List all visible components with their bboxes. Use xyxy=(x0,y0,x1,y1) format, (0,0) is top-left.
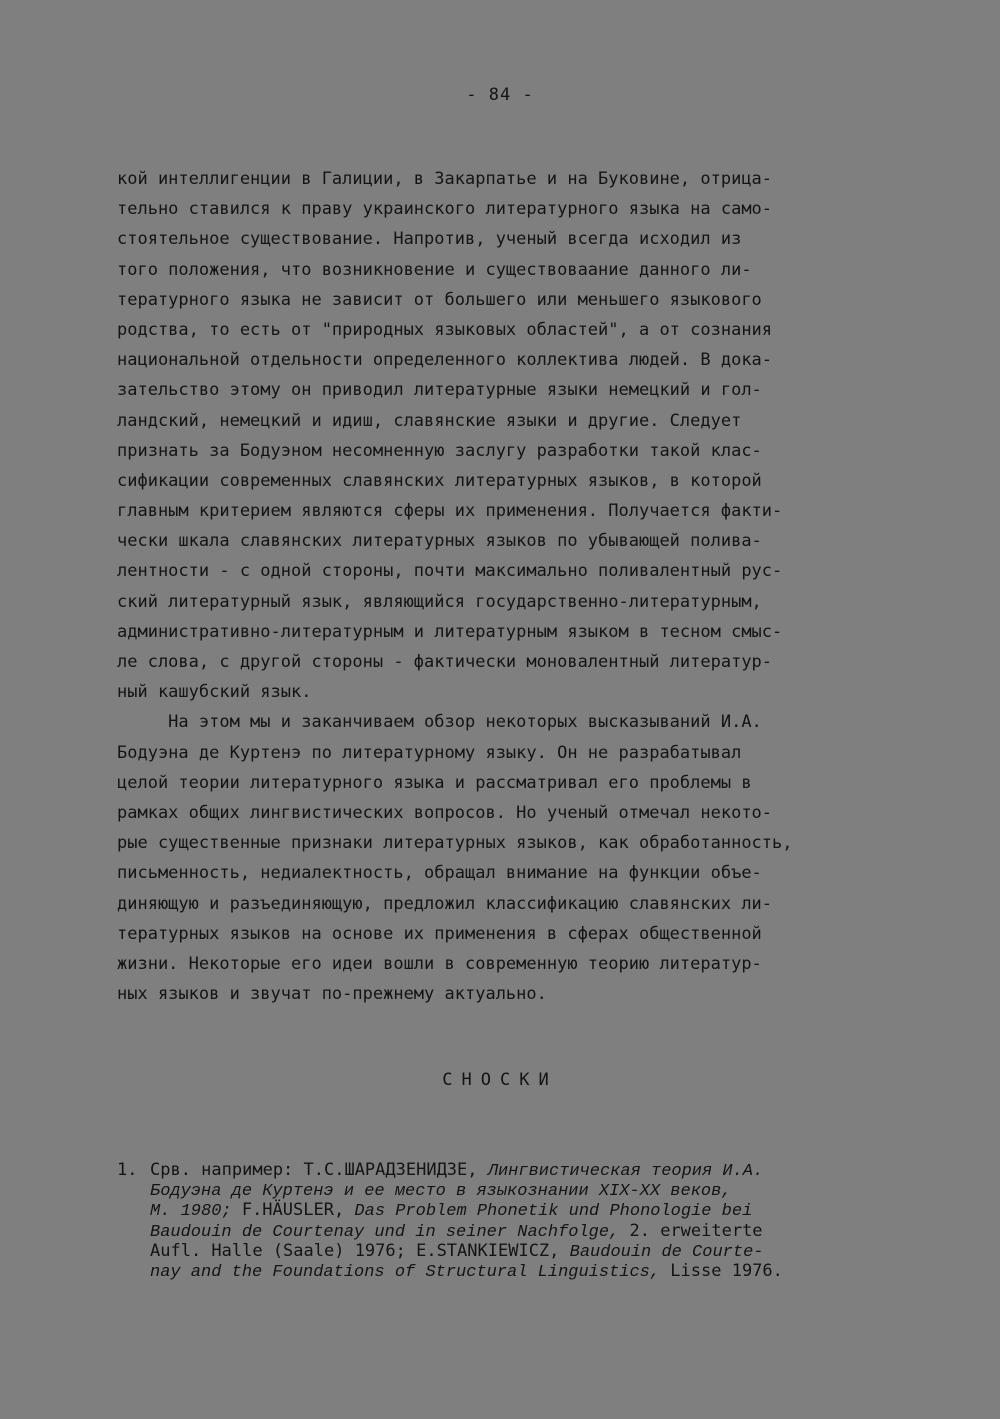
footnote-number: 1. xyxy=(117,1160,138,1180)
body-line: целой теории литературного языка и рассматривал его проблемы в xyxy=(117,772,752,793)
body-line: ле слова, с другой стороны - фактически моновалентный литератур- xyxy=(117,652,773,672)
body-line: тературных языков на основе их применения в сферах общественной xyxy=(117,923,762,944)
body-line: ных языков и звучат по-прежнему актуально. xyxy=(117,984,547,1005)
footnote-italic-text: Baudouin de Courte- xyxy=(569,1242,764,1262)
body-line: письменность, недиалектность, обращал внимание на функции объе- xyxy=(117,863,762,884)
footnote-italic-text: Лингвистическая теория И.А. xyxy=(487,1162,764,1181)
body-line: административно-литературным и литературным языком в тесном смыс- xyxy=(117,621,783,642)
page-number: - 84 - xyxy=(466,85,534,105)
body-line: главным критерием являются сферы их применения. Получается факти- xyxy=(117,501,783,522)
footnote-italic-text: nay and the Foundations of Structural Linguistics, xyxy=(150,1262,671,1282)
body-line: Бодуэна де Куртенэ по литературному языку. Он не разрабатывал xyxy=(117,742,742,763)
footnote-line xyxy=(117,1241,907,1261)
body-line: чески шкала славянских литературных языков по убывающей полива- xyxy=(117,531,762,552)
footnote-italic-text: Baudouin de Courtenay und in seiner Nachfolge, xyxy=(150,1222,630,1242)
footnote-text: Lisse 1976. xyxy=(670,1260,783,1281)
body-line: зательство этому он приводил литературные языки немецкий и гол- xyxy=(117,380,762,401)
footnote-line xyxy=(117,1200,907,1220)
body-line: рамках общих лингвистических вопросов. Но ученый отмечал некото- xyxy=(117,802,773,823)
footnote-line xyxy=(117,1160,907,1180)
footnote-text: Срв. например: Т.С.ШАРАДЗЕНИДЗЕ, xyxy=(150,1160,488,1180)
body-line: рые существенные признаки литературных языков, как обработанность, xyxy=(117,833,793,854)
footnote-text: F.HÄUSLER, xyxy=(241,1200,355,1221)
body-line: родства, то есть от "природных языковых областей", а от сознания xyxy=(117,319,773,340)
body-line: признать за Бодуэном несомненную заслугу разработки такой клас- xyxy=(117,440,762,461)
body-line: стоятельное существование. Напротив, ученый всегда исходил из xyxy=(117,229,742,250)
body-line: тературного языка не зависит от большего или меньшего языкового xyxy=(117,289,762,310)
body-line: национальной отдельности определенного коллектива людей. В дока- xyxy=(117,350,773,371)
footnote-italic-text: Das Problem Phonetik und Phonologie bei xyxy=(354,1202,753,1222)
body-line: сификации современных славянских литературных языков, в которой xyxy=(117,470,762,491)
body-line: кой интеллигенции в Галиции, в Закарпатье и на Буковине, отрица- xyxy=(117,169,773,189)
body-line: На этом мы и заканчиваем обзор некоторых высказываний И.А. xyxy=(117,712,762,733)
body-line: ный кашубский язык. xyxy=(117,682,312,703)
footnote-line xyxy=(117,1180,907,1200)
footnote-line xyxy=(117,1221,907,1241)
body-line: ландский, немецкий и идиш, славянские языки и другие. Следует xyxy=(117,410,742,431)
footnote-text: 2. erweiterte xyxy=(629,1220,763,1241)
footnote-text: Aufl. Halle (Saale) 1976; E.STANKIEWICZ, xyxy=(150,1240,570,1261)
body-line: диняющую и разъединяющую, предложил классификацию славянских ли- xyxy=(117,893,773,914)
footnote-line xyxy=(117,1261,907,1281)
body-line: ский литературный язык, являющийся государственно-литературным, xyxy=(117,591,762,612)
footnote-italic-text: Бодуэна де Куртенэ и ее место в языкознании XIX-XX веков, xyxy=(150,1182,732,1202)
body-line: жизни. Некоторые его идеи вошли в современную теорию литератур- xyxy=(117,953,762,974)
body-line: тельно ставился к праву украинского литературного языка на само- xyxy=(117,199,773,220)
footnote-italic-text: М. 1980; xyxy=(150,1202,242,1222)
body-line: лентности - с одной стороны, почти максимально поливалентный рус- xyxy=(117,561,783,582)
section-heading: СНОСКИ xyxy=(442,1070,558,1090)
body-line: того положения, что возникновение и существоваание данного ли- xyxy=(117,259,752,280)
body-text xyxy=(117,164,897,1009)
footnotes xyxy=(117,1160,907,1281)
